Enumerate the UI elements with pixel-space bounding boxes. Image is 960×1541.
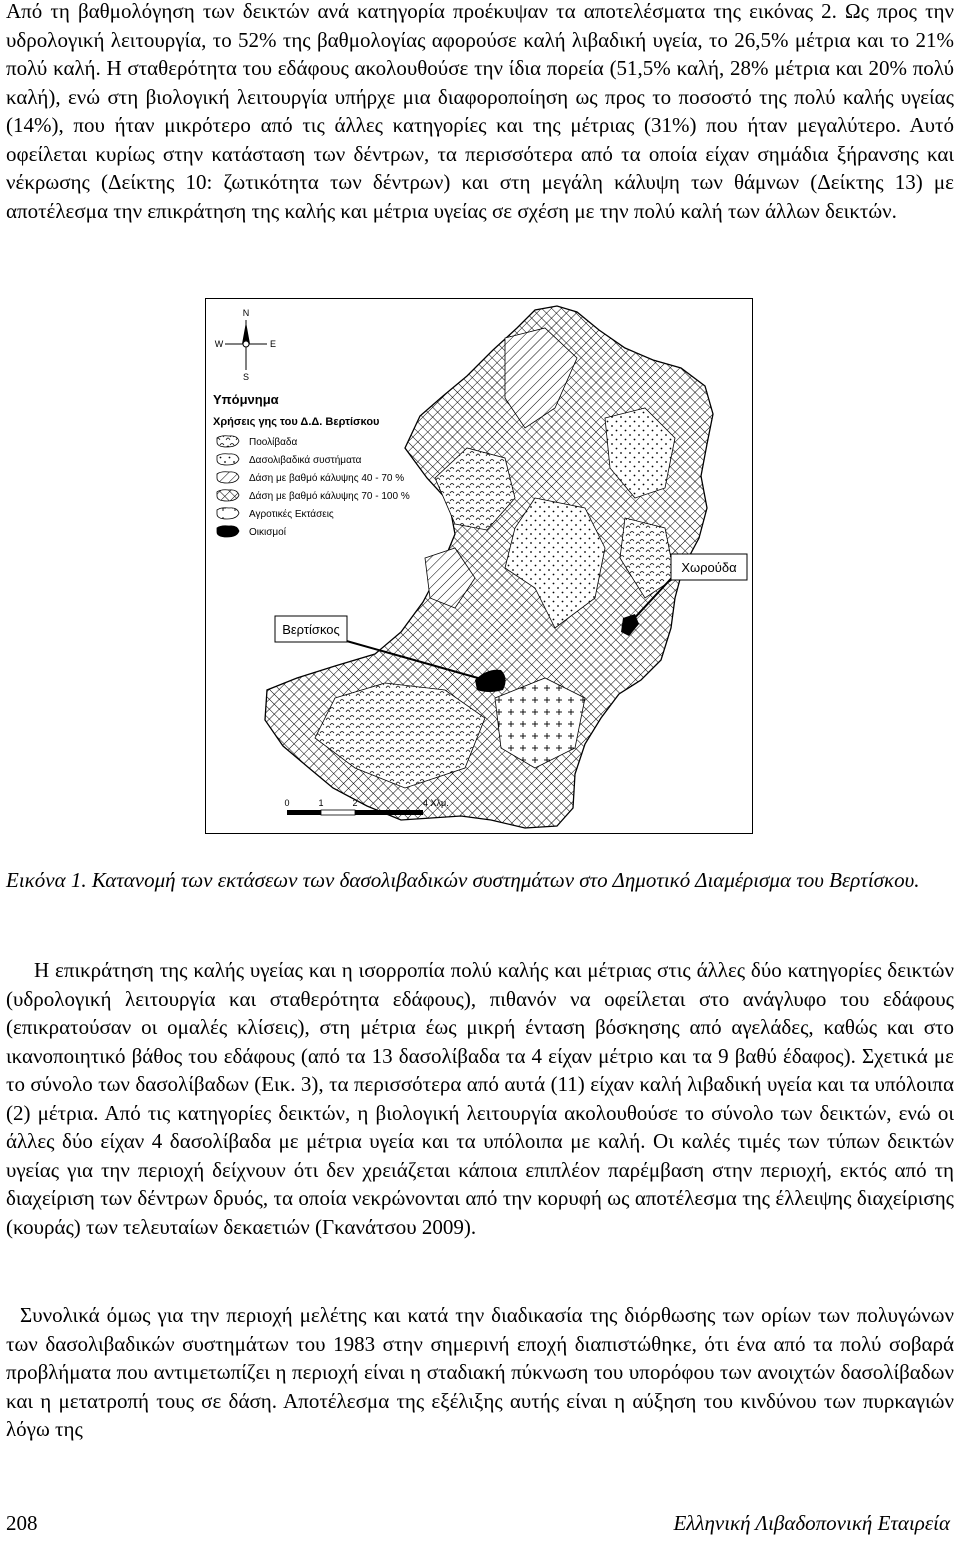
page-number: 208 — [6, 1511, 38, 1535]
compass-w-label: W — [214, 339, 224, 349]
paragraph-discussion: Η επικράτηση της καλής υγείας και η ισορροπία πολύ καλής και μέτριας στις άλλες δύο κατηγορίες δεικτών (υδρολογική λειτουργία και σταθερότητα εδάφους), πιθανόν να οφείλεται στο ανάγλυφο του εδάφους (επικρατούσαν οι ομαλές κλίσεις), στη μέτρια έως μικρή ένταση βόσκησης από αγελάδες, καθώς και στο ικανοποιητικό βάθος του εδάφους (από τα 13 δασολίβαδα τα 4 είχαν μέτριο και τα 9 βαθύ έδαφος). Σχετικά με το σύνολο των δασολίβαδων (Εικ. 3), τα περισσότερα από αυτά (11) είχαν καλή λιβαδική υγεία και τα υπόλοιπα (2) μέτρια. Από τις κατηγορίες δεικτών, η βιολογική λειτουργία ακολουθούσε το σύνολο των δεικτών, ενώ οι άλλες δύο είχαν 4 δασολίβαδα με μέτρια υγεία και τα υπόλοιπα με καλή. Οι καλές τιμές των τύπων δεικτών υγείας για την περιοχή δείχνουν ότι δεν χρειάζεται κάποια επιπλέον παρέμβαση στην περιοχή, εκτός από τη διαχείριση των δέντρων δρυός, τα οποία νεκρώνονται από την κορυφή ως αποτέλεσμα της έλλειψης διαχείρισης (κουράς) των τελευταίων δεκαετιών (Γκανάτσου 2009). — [6, 958, 954, 1239]
figure-caption-text: Κατανομή των εκτάσεων των δασολιβαδικών συστημάτων στο Δημοτικό Διαμέρισμα του Βερτίσκου. — [86, 868, 920, 892]
legend-label-crosshatch: Δάση με βαθμό κάλυψης 70 - 100 % — [249, 491, 410, 502]
scale-tick-4: 4 Χλμ. — [423, 798, 449, 808]
legend-label-plus: Αγροτικές Εκτάσεις — [249, 509, 334, 520]
legend-title: Υπόμνημα — [213, 392, 279, 407]
legend-label-hatch: Δάση με βαθμό κάλυψης 40 - 70 % — [249, 473, 405, 484]
legend-swatch-solid — [217, 526, 239, 537]
figure-caption-label: Εικόνα 1. — [6, 868, 87, 892]
paragraph-conclusion: Συνολικά όμως για την περιοχή μελέτης και κατά την διαδικασία της διόρθωσης των ορίων των πολυγώνων των δασολιβαδικών συστημάτων του 1983 στην σημερινή εποχή διαπιστώθηκε, ότι ένα από τα πολύ σοβαρά προβλήματα που αντιμετωπίζει η περιοχή είναι η σταδιακή πύκνωση του υπορόφου των ανοιχτών δασολίβαδων και η μετατροπή τους σε δάση. Αποτέλεσμα της εξέλιξης αυτής είναι η αύξηση του κινδύνου των πυρκαγιών λόγω της — [6, 1303, 954, 1441]
legend-label-solid: Οικισμοί — [249, 527, 286, 538]
legend-label-dots: Δασολιβαδικά συστήματα — [249, 455, 362, 466]
land-use-map-figure — [205, 298, 753, 834]
scale-tick-1: 1 — [318, 798, 324, 808]
vertiskos-label: Βερτίσκος — [282, 622, 340, 637]
legend-label-grass: Ποολίβαδα — [249, 437, 298, 448]
paragraph-intro: Από τη βαθμολόγηση των δεικτών ανά κατηγορία προέκυψαν τα αποτελέσματα της εικόνας 2. Ως προς την υδρολογική λειτουργία, το 52% της βαθμολογίας αφορούσε καλή λιβαδική υγεία, το 26,5% μέτρια και το 21% πολύ καλή. Η σταθερότητα του εδάφους ακολουθούσε την ίδια πορεία (51,5% καλή, 28% μέτρια και 20% πολύ καλή), ενώ στη βιολογική λειτουργία υπήρχε μια διαφοροποίηση ως προς το ποσοστό της πολύ καλής υγείας (14%), που ήταν μικρότερο από τις άλλες κατηγορίες και της μέτριας (31%) που ήταν μεγαλύτερο. Αυτό οφείλεται κυρίως στην κατάσταση των δέντρων, τα περισσότερα από τα οποία είχαν σημάδια ξήρανσης και νέκρωσης (Δείκτης 10: ζωτικότητα των δέντρων) και στη μεγάλη κάλυψη των θάμνων (Δείκτης 13) με αποτέλεσμα την επικράτηση της καλής και μέτρια υγείας σε σχέση με την πολύ καλή των άλλων δεικτών. — [6, 0, 954, 223]
legend-swatch-plus — [217, 508, 239, 519]
legend-swatch-dots — [217, 454, 239, 465]
legend-swatch-crosshatch — [217, 490, 239, 501]
land-use-map — [205, 298, 753, 834]
compass-e-label: E — [269, 339, 277, 349]
chorouda-label: Χωρούδα — [681, 560, 737, 575]
compass-n-label: N — [242, 308, 250, 318]
scale-tick-0: 0 — [284, 798, 290, 808]
figure-caption — [6, 866, 954, 895]
legend-swatch-hatch — [217, 472, 239, 483]
legend-swatch-grass — [217, 436, 239, 447]
journal-name: Ελληνική Λιβαδοπονική Εταιρεία — [673, 1511, 950, 1535]
compass-s-label: S — [242, 372, 250, 382]
scale-tick-2: 2 — [352, 798, 358, 808]
legend-subtitle: Χρήσεις γης του Δ.Δ. Βερτίσκου — [213, 416, 380, 428]
